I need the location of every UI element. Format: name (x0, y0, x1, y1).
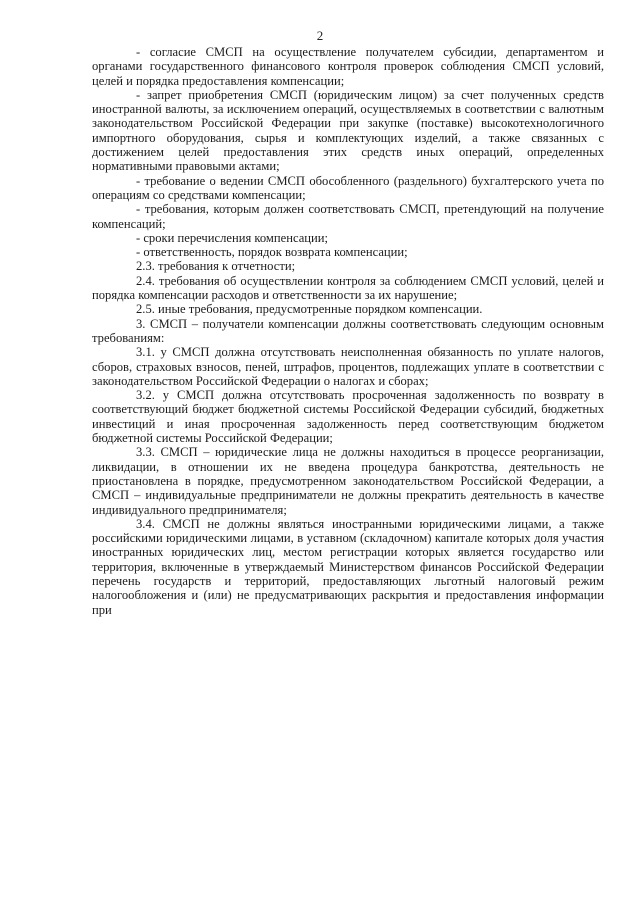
paragraph-2-3: 2.3. требования к отчетности; (136, 259, 296, 274)
paragraph-3-3: 3.3. СМСП – юридические лица не должны находиться в процессе реорганизации, ликвидации, в отношении их не введена процедура банкротства, деятельность не приостановлена в порядке, предусмотренном законодательством Российской Федерации, а СМСП – индивидуальные предприниматели не должны прекратить деятельность в качестве индивидуального предпринимателя; (92, 445, 604, 517)
paragraph-2-5: 2.5. иные требования, предусмотренные порядком компенсации. (136, 302, 483, 317)
paragraph-responsibility: - ответственность, порядок возврата компенсации; (136, 245, 408, 260)
paragraph-3: 3. СМСП – получатели компенсации должны соответствовать следующим основным требованиям: (92, 316, 604, 345)
paragraph-3-1: 3.1. у СМСП должна отсутствовать неисполненная обязанность по уплате налогов, сборов, страховых взносов, пеней, штрафов, процентов, подлежащих уплате в соответствии с законодательством Российской Федерации о налогах и сборах; (92, 345, 604, 388)
paragraph-3-4: 3.4. СМСП не должны являться иностранными юридическими лицами, а также российскими юридическими лицами, в уставном (складочном) капитале которых доля участия иностранных юридических лиц, местом регистрации которых является государство или территория, включенные в утверждаемый Министерством финансов Российской Федерации перечень государств и территорий, предоставляющих льготный налоговый режим налогообложения и (или) не предусматривающих раскрытия и предоставления информации при (92, 516, 604, 617)
paragraph-consent: - согласие СМСП на осуществление получателем субсидии, департаментом и органами государственного финансового контроля проверок соблюдения СМСП условий, целей и порядка предоставления компенсации; (92, 45, 604, 88)
paragraph-transfer-terms: - сроки перечисления компенсации; (136, 230, 329, 245)
paragraph-requirements: - требования, которым должен соответствовать СМСП, претендующий на получение компенсаций; (92, 202, 604, 231)
page-number: 2 (316, 28, 324, 43)
document-body (92, 45, 604, 617)
paragraph-3-2: 3.2. у СМСП должна отсутствовать просроченная задолженность по возврату в соответствующий бюджет бюджетной системы Российской Федерации субсидий, бюджетных инвестиций и иная просроченная задолженность перед соответствующим бюджетом бюджетной системы Российской Федерации; (92, 388, 604, 446)
paragraph-separate-accounting: - требование о ведении СМСП обособленного (раздельного) бухгалтерского учета по операциям со средствами компенсации; (92, 173, 604, 202)
paragraph-currency-ban: - запрет приобретения СМСП (юридическим лицом) за счет полученных средств иностранной валюты, за исключением операций, осуществляемых в соответствии с валютным законодательством Российской Федерации при закупке (поставке) высокотехнологичного импортного оборудования, сырья и комплектующих изделий, а также связанных с достижением целей предоставления этих средств иных операций, определенных нормативными правовыми актами; (92, 87, 604, 174)
paragraph-2-4: 2.4. требования об осуществлении контроля за соблюдением СМСП условий, целей и порядка компенсации расходов и ответственности за их нарушение; (92, 273, 604, 303)
